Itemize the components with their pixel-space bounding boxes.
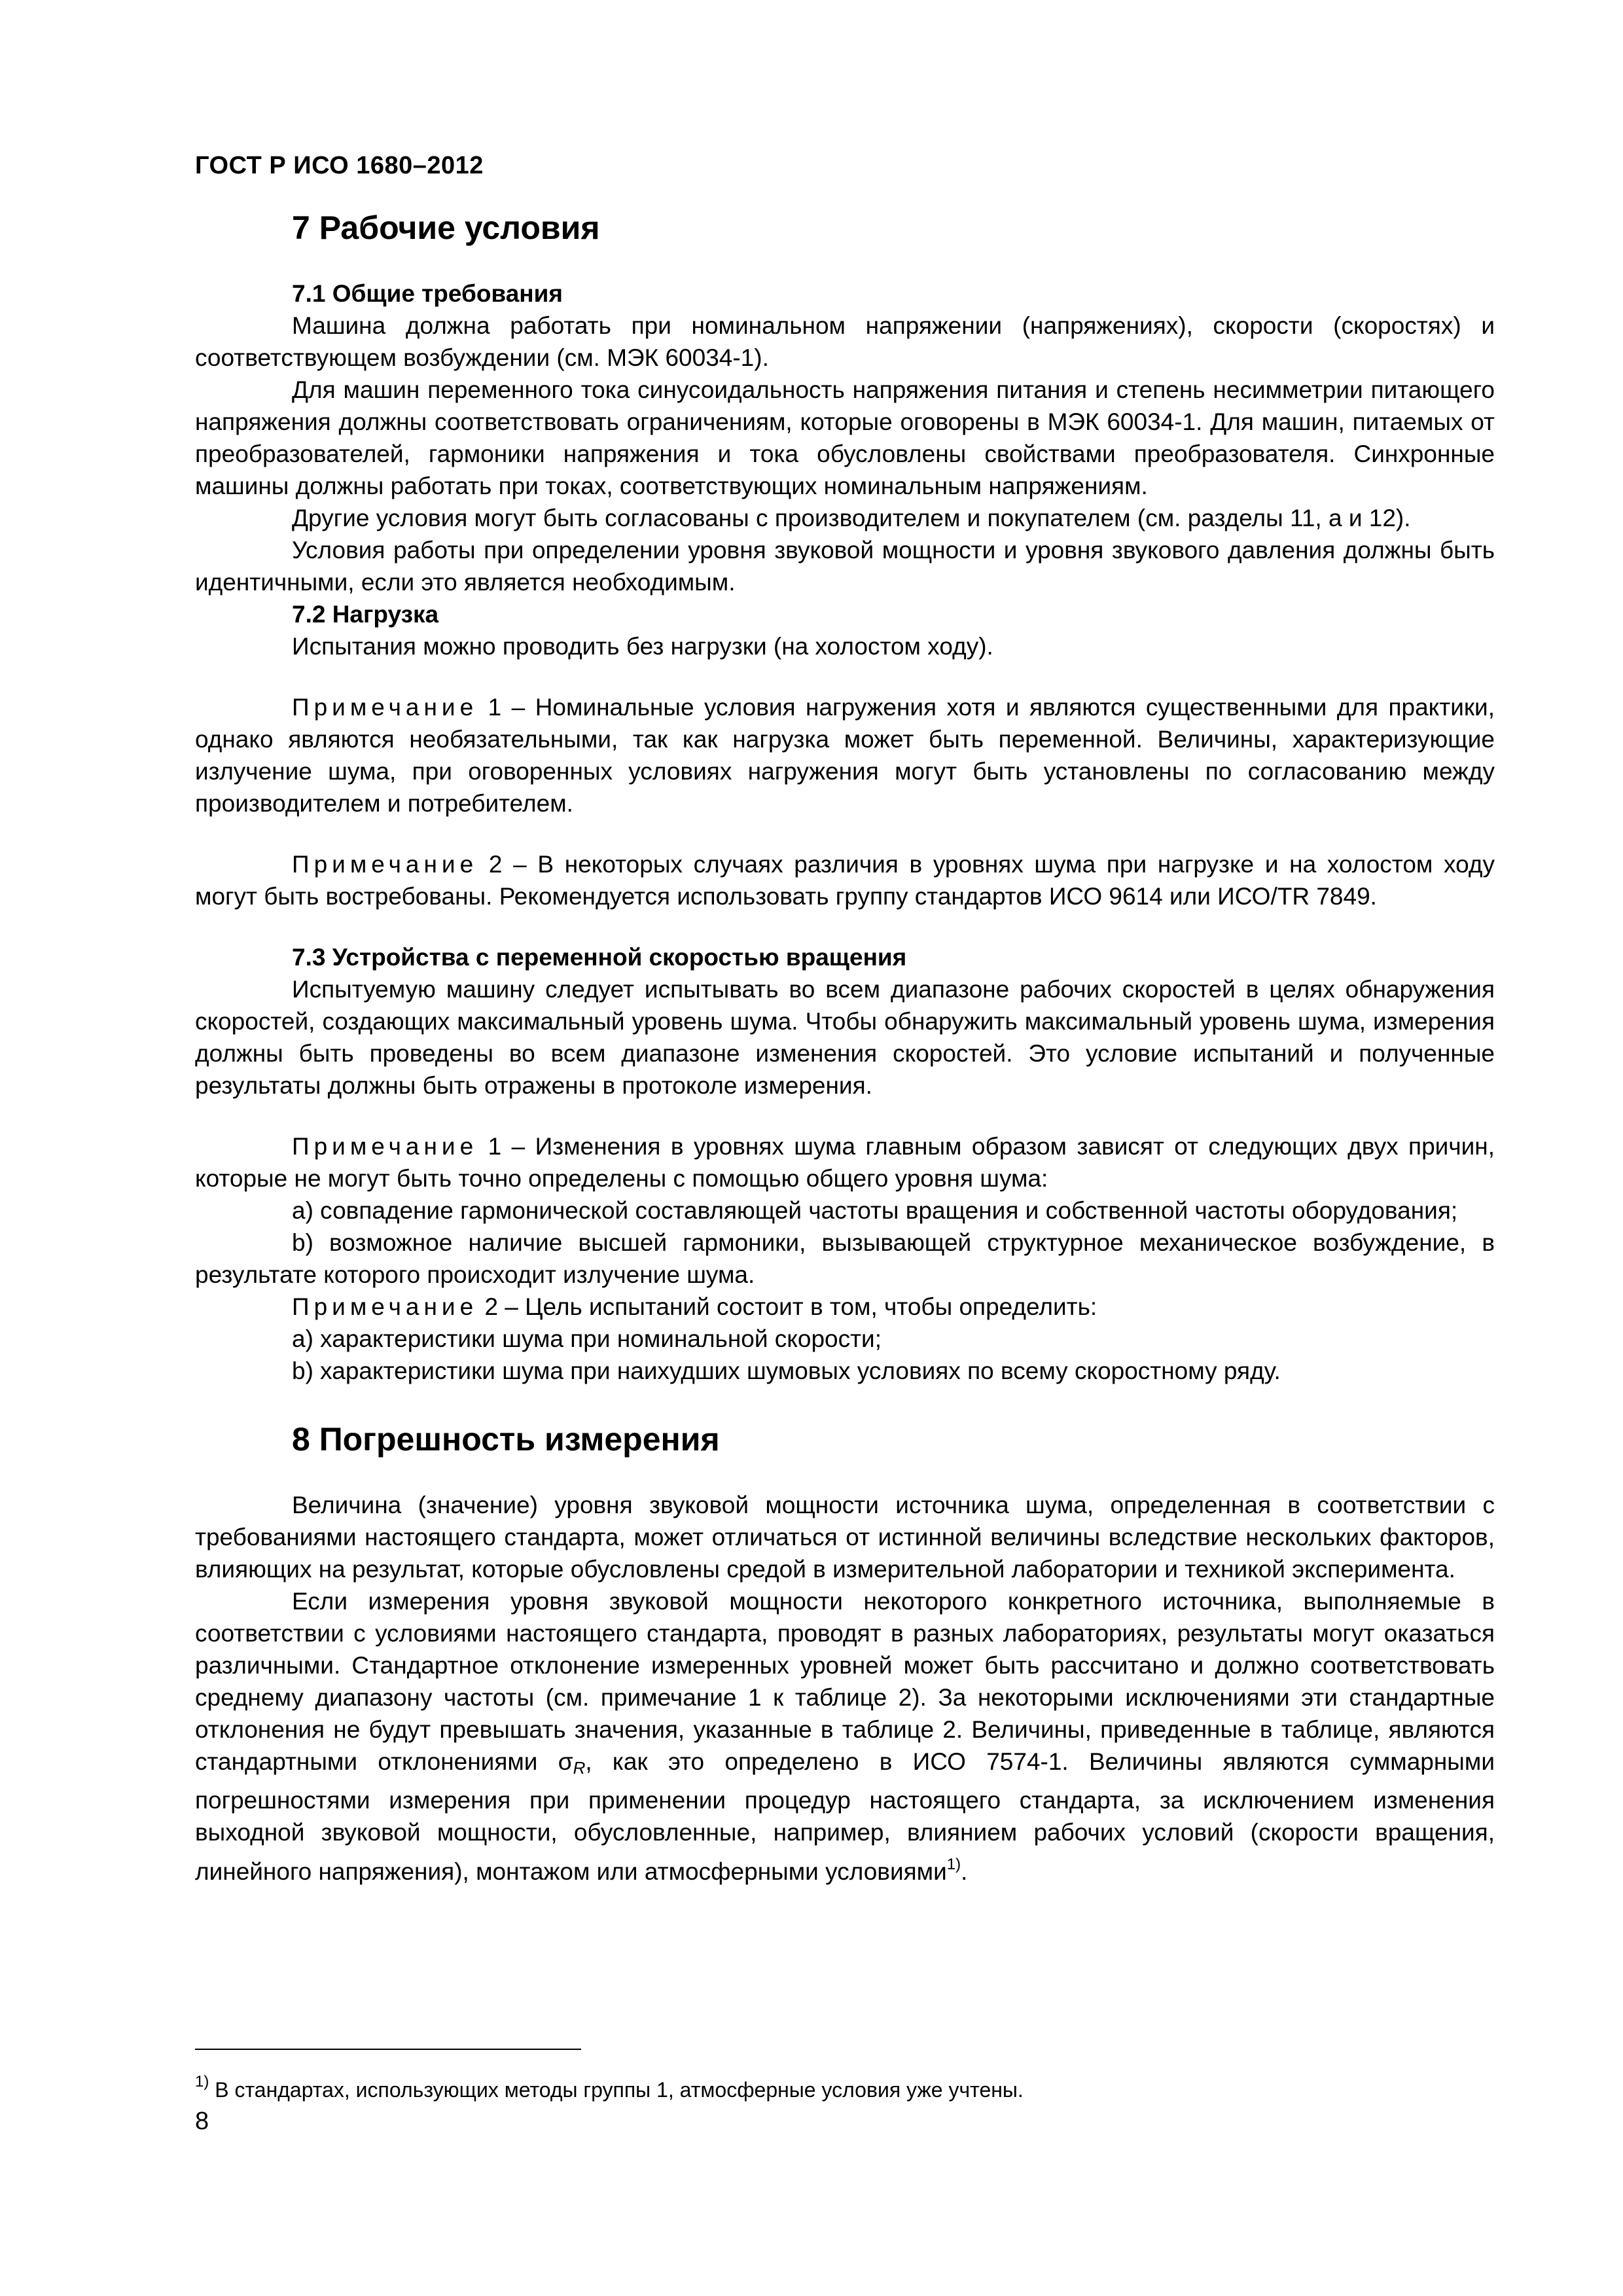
- paragraph: Условия работы при определении уровня звуковой мощности и уровня звукового давления должны быть идентичными, если это является необходимым.: [195, 537, 1495, 596]
- list-item: а) совпадение гармонической составляющей частоты вращения и собственной частоты оборудования;: [292, 1197, 1458, 1224]
- subscript-r: R: [573, 1758, 586, 1778]
- paragraph: Испытания можно проводить без нагрузки (на холостом ходу).: [292, 633, 993, 660]
- section-7-title: 7 Рабочие условия: [292, 209, 600, 246]
- footnote: [195, 2068, 1495, 2104]
- paragraph: Для машин переменного тока синусоидальность напряжения питания и степень несимметрии питающего напряжения должны соответствовать ограничениям, которые оговорены в МЭК 60034-1. Для машин, питаемых от преобразователей, гармоники напряжения и тока обусловлены свойствами преобразователя. Синхронные машины должны работать при токах, соответствующих номинальным напряжениям.: [195, 376, 1495, 499]
- paragraph-text: , как это определено в ИСО 7574-1. Величины являются суммарными погрешностями измерения при применении процедур настоящего стандарта, за исключением изменения выходной звуковой мощности, обусловленные, например, влиянием рабочих условий (скорости вращения, линейного напряжения), монтажом или атмосферными условиями: [195, 1748, 1495, 1885]
- note-text: 2 – Цель испытаний состоит в том, чтобы определить:: [478, 1293, 1097, 1320]
- note-text: 1 – Изменения в уровнях шума главным образом зависят от следующих двух причин, которые не могут быть точно определены с помощью общего уровня шума:: [195, 1133, 1495, 1192]
- paragraph-text: .: [961, 1858, 968, 1885]
- note-2-speed: [195, 1291, 1495, 1323]
- document-code-header: ГОСТ Р ИСО 1680–2012: [195, 152, 484, 179]
- note-label: Примечание: [292, 694, 478, 721]
- footnote-separator: [195, 2049, 581, 2050]
- footnote-text: В стандартах, использующих методы группы 1, атмосферные условия уже учтены.: [209, 2078, 1024, 2102]
- note-label: Примечание: [292, 851, 478, 878]
- paragraph-sigma-r: [195, 1585, 1495, 1888]
- list-item: b) возможное наличие высшей гармоники, вызывающей структурное механическое возбуждение, в результате которого происходит излучение шума.: [195, 1229, 1495, 1288]
- subsection-7-3-title: 7.3 Устройства с переменной скоростью вращения: [292, 944, 907, 971]
- subsection-7-2-title: 7.2 Нагрузка: [292, 601, 439, 628]
- note-text: 1 – Номинальные условия нагружения хотя и являются существенными для практики, однако являются необязательными, так как нагрузка может быть переменной. Величины, характеризующие излучение шума, при оговоренных условиях нагружения могут быть установлены по согласованию между производителем и потребителем.: [195, 694, 1495, 817]
- note-1-load: [195, 691, 1495, 819]
- paragraph-text: Если измерения уровня звуковой мощности некоторого конкретного источника, выполняемые в соответствии с условиями настоящего стандарта, проводят в разных лабораториях, результаты могут оказаться различными. Стандартное отклонение измеренных уровней может быть рассчитано и должно соответствовать среднему диапазону частоты (см. примечание 1 к таблице 2). За некоторыми исключениями эти стандартные отклонения не будут превышать значения, указанные в таблице 2. Величины, приведенные в таблице, являются стандартными отклонениями σ: [195, 1588, 1495, 1775]
- note-1-speed: [195, 1130, 1495, 1194]
- page-number: 8: [195, 2108, 209, 2135]
- note-text: 2 – В некоторых случаях различия в уровнях шума при нагрузке и на холостом ходу могут быть востребованы. Рекомендуется использовать группу стандартов ИСО 9614 или ИСО/TR 7849.: [195, 851, 1495, 910]
- page-content: [195, 208, 1495, 1888]
- note-2-load: [195, 848, 1495, 912]
- footnote-marker: 1): [195, 2073, 209, 2090]
- paragraph: Испытуемую машину следует испытывать во всем диапазоне рабочих скоростей в целях обнаружения скоростей, создающих максимальный уровень шума. Чтобы обнаружить максимальный уровень шума, измерения должны быть проведены во всем диапазоне изменения скоростей. Это условие испытаний и полученные результаты должны быть отражены в протоколе измерения.: [195, 976, 1495, 1099]
- list-item: b) характеристики шума при наихудших шумовых условиях по всему скоростному ряду.: [292, 1357, 1281, 1384]
- note-label: Примечание: [292, 1293, 478, 1320]
- paragraph: Машина должна работать при номинальном напряжении (напряжениях), скорости (скоростях) и соответствующем возбуждении (см. МЭК 60034-1).: [195, 312, 1495, 371]
- note-label: Примечание: [292, 1133, 478, 1160]
- section-8-title: 8 Погрешность измерения: [292, 1421, 720, 1458]
- subsection-7-1-title: 7.1 Общие требования: [292, 280, 563, 307]
- paragraph: Величина (значение) уровня звуковой мощности источника шума, определенная в соответствии с требованиями настоящего стандарта, может отличаться от истинной величины вследствие нескольких факторов, влияющих на результат, которые обусловлены средой в измерительной лаборатории и техникой эксперимента.: [195, 1492, 1495, 1583]
- paragraph: Другие условия могут быть согласованы с производителем и покупателем (см. разделы 11, a и 12).: [292, 505, 1411, 531]
- footnote-reference: 1): [946, 1856, 961, 1873]
- list-item: а) характеристики шума при номинальной скорости;: [292, 1325, 882, 1352]
